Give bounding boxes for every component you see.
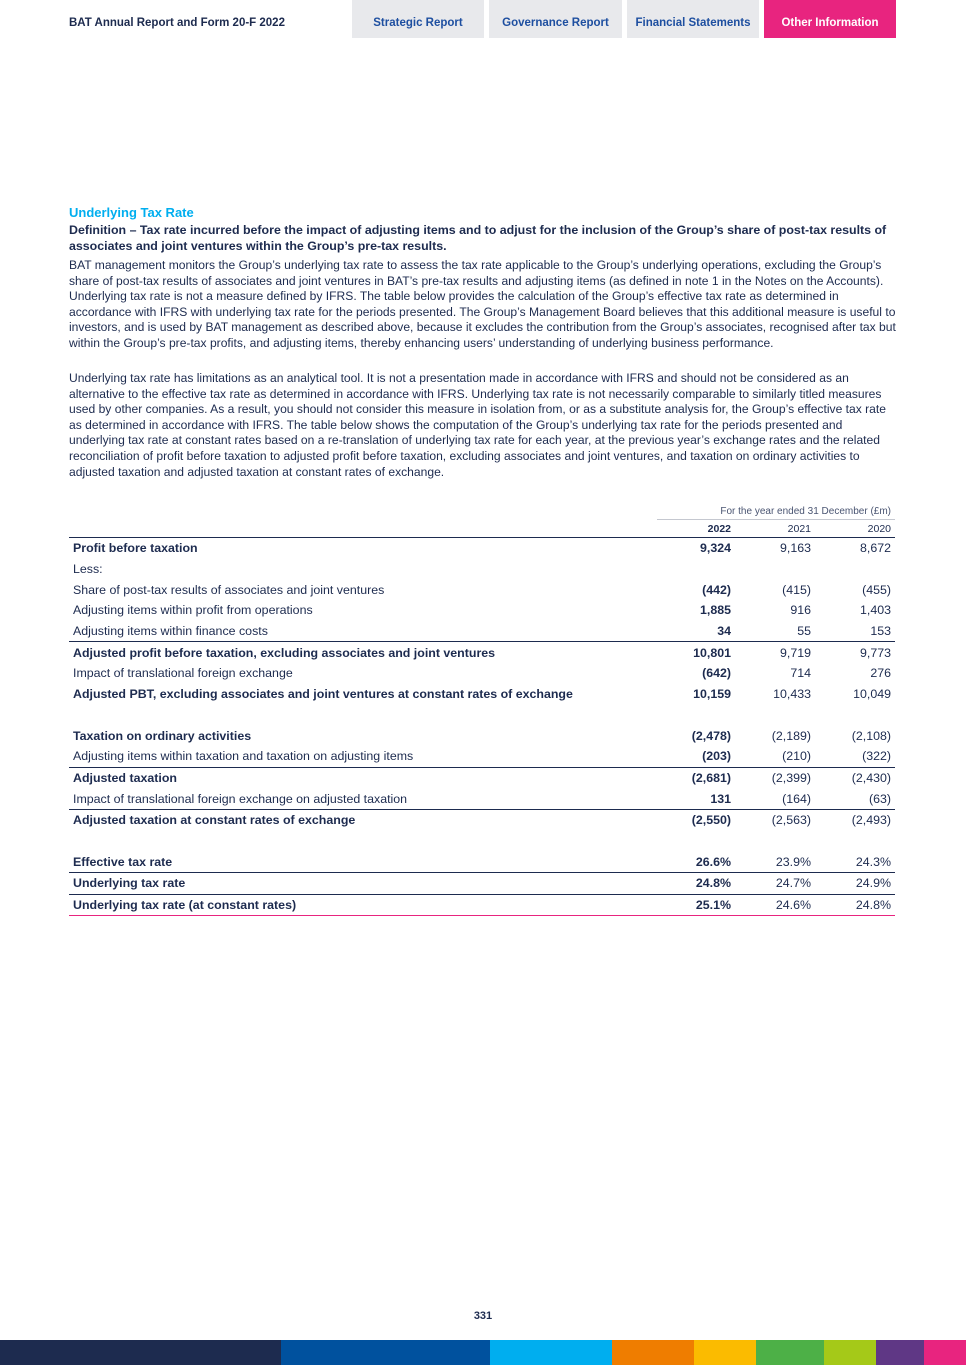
row-label: Adjusting items within finance costs [69, 621, 657, 642]
value-2020: 10,049 [853, 687, 891, 702]
value-2022: 34 [657, 621, 735, 642]
value-2020: 24.3% [815, 851, 895, 872]
value-2021: 24.7% [735, 873, 815, 895]
row-label: Underlying tax rate (at constant rates) [69, 894, 657, 916]
value-2021: (164) [735, 788, 815, 809]
table-row [69, 600, 895, 621]
value-2020: 1,403 [859, 603, 891, 618]
table-row [69, 621, 895, 642]
table-row [69, 642, 895, 663]
footer-color-bar [824, 1340, 876, 1365]
value-2021: 10,433 [773, 687, 811, 702]
value-2020: 24.9% [815, 873, 895, 895]
value-2022: (642) [702, 666, 731, 681]
table-row [69, 684, 895, 705]
tab-governance-report[interactable]: Governance Report [489, 0, 622, 38]
value-2022: (2,550) [691, 813, 731, 828]
year-header-2022: 2022 [657, 520, 735, 538]
value-2020: 8,672 [859, 541, 891, 556]
value-2021: (210) [735, 746, 815, 767]
row-label: Adjusted PBT, excluding associates and joint ventures at constant rates of exchange [73, 687, 573, 702]
paragraph-1: BAT management monitors the Group’s underlying tax rate to assess the tax rate applicable to the Group’s underlying operations, excluding the Group’s share of post-tax results of associates and joint ventures in BAT’s pre-tax results and adjusting items (as defined in note 1 in the Notes on the Accounts). Underlying tax rate is not a measure defined by IFRS. The table below provides the calculation of the Group’s effective tax rate as determined in accordance with IFRS with underlying tax rate for the periods presented. The Group’s Management Board believes that this additional measure is useful to investors, and is used by BAT management as described above, because it excludes the contribution from the Group’s associates, recognised after tax but within the Group’s pre-tax profits, and adjusting items, thereby enhancing users’ understanding of underlying business performance. [69, 258, 896, 350]
value-2020: 276 [870, 666, 891, 681]
value-2021: (2,189) [771, 728, 811, 743]
year-header-2021: 2021 [735, 520, 815, 538]
table-row [69, 663, 895, 684]
table-row [69, 788, 895, 809]
value-2022: 10,159 [693, 687, 731, 702]
row-label: Taxation on ordinary activities [73, 728, 252, 743]
value-2022: 10,801 [693, 645, 731, 660]
value-2020: (455) [862, 582, 891, 597]
value-2020: 24.8% [815, 894, 895, 916]
value-2020: (2,493) [851, 813, 891, 828]
value-2021: 9,163 [779, 541, 811, 556]
tab-strategic-report[interactable]: Strategic Report [352, 0, 484, 38]
value-2020: (63) [815, 788, 895, 809]
table-header-row [69, 520, 895, 538]
footer-color-bar [876, 1340, 924, 1365]
table-caption: For the year ended 31 December (£m) [657, 503, 895, 520]
table-row [69, 873, 895, 895]
row-label: Adjusted taxation at constant rates of exchange [73, 813, 356, 828]
value-2022: 26.6% [657, 851, 735, 872]
paragraph-2: Underlying tax rate has limitations as an analytical tool. It is not a presentation made in accordance with IFRS and should not be considered as an alternative to the effective tax rate as determined in accordance with IFRS. Underlying tax rate is not necessarily comparable to similarly titled measures used by other companies. As a result, you should not consider this measure in isolation from, or as a substitute analysis for, the Group’s effective tax rate as determined in accordance with IFRS. The table below shows the computation of the Group’s underlying tax rate for the periods presented and underlying tax rate at constant rates based on a re-translation of underlying tax rate for each year, at the previous year’s exchange rates and the related reconciliation of profit before taxation to adjusted profit before taxation, excluding associates and joint ventures, and taxation on ordinary activities to adjusted taxation and adjusted taxation at constant rates of exchange. [69, 371, 886, 479]
footer-color-bar [924, 1340, 966, 1365]
tab-financial-statements[interactable]: Financial Statements [627, 0, 759, 38]
value-2022: (442) [702, 582, 731, 597]
row-label: Profit before taxation [73, 541, 198, 556]
value-2022 [657, 559, 735, 580]
table-row [69, 767, 895, 788]
value-2021: 9,719 [779, 645, 811, 660]
value-2021: (2,563) [771, 813, 811, 828]
footer-color-bar [612, 1340, 694, 1365]
value-2022: 131 [657, 788, 735, 809]
value-2021: 714 [790, 666, 811, 681]
table-row [69, 746, 895, 767]
row-label: Impact of translational foreign exchange on adjusted taxation [69, 788, 657, 809]
row-label: Adjusted taxation [73, 770, 177, 785]
value-2022: 24.8% [657, 873, 735, 895]
value-2021: (415) [782, 582, 811, 597]
row-label: Effective tax rate [69, 851, 657, 872]
footer-color-bar [0, 1340, 281, 1365]
value-2021: 24.6% [735, 894, 815, 916]
value-2020: 9,773 [859, 645, 891, 660]
footer-color-bar [756, 1340, 824, 1365]
table-row [69, 851, 895, 872]
value-2021: 23.9% [735, 851, 815, 872]
definition-text: Definition – Tax rate incurred before the impact of adjusting items and to adjust for the inclusion of the Group’s share of post-tax results of associates and joint ventures within the Group’s pre-tax results. [69, 223, 887, 253]
value-2022: 25.1% [657, 894, 735, 916]
value-2022: (203) [657, 746, 735, 767]
row-label: Less: [73, 562, 103, 577]
table-row [69, 725, 895, 746]
underlying-tax-rate-table [69, 503, 895, 916]
value-2021: 55 [735, 621, 815, 642]
value-2021 [735, 559, 815, 580]
value-2021: 916 [790, 603, 811, 618]
row-label: Adjusted profit before taxation, excluding associates and joint ventures [73, 645, 496, 660]
table-spacer [69, 831, 895, 852]
value-2020 [815, 559, 895, 580]
value-2020: (2,430) [851, 770, 891, 785]
footer-color-bar [694, 1340, 756, 1365]
page-number: 331 [473, 1310, 493, 1322]
row-label: Underlying tax rate [69, 873, 657, 895]
report-title: BAT Annual Report and Form 20-F 2022 [69, 17, 285, 29]
value-2021: (2,399) [771, 770, 811, 785]
value-2020: (322) [815, 746, 895, 767]
footer-color-bar [281, 1340, 490, 1365]
value-2020: (2,108) [851, 728, 891, 743]
table-row [69, 809, 895, 830]
value-2022: (2,681) [691, 770, 731, 785]
tab-other-information[interactable]: Other Information [764, 0, 896, 38]
table-caption-row [69, 503, 895, 520]
row-label: Adjusting items within profit from operations [73, 603, 313, 618]
table-row [69, 894, 895, 916]
table-row [69, 579, 895, 600]
row-label: Adjusting items within taxation and taxation on adjusting items [69, 746, 657, 767]
section-title: Underlying Tax Rate [69, 205, 194, 220]
value-2022: (2,478) [691, 728, 731, 743]
value-2022: 1,885 [699, 603, 731, 618]
row-label: Impact of translational foreign exchange [73, 666, 293, 681]
table-row [69, 538, 895, 559]
table-row [69, 559, 895, 580]
footer-color-bar [490, 1340, 612, 1365]
row-label: Share of post-tax results of associates and joint ventures [73, 582, 385, 597]
table-spacer [69, 705, 895, 726]
year-header-2020: 2020 [815, 520, 895, 538]
value-2020: 153 [815, 621, 895, 642]
value-2022: 9,324 [699, 541, 731, 556]
